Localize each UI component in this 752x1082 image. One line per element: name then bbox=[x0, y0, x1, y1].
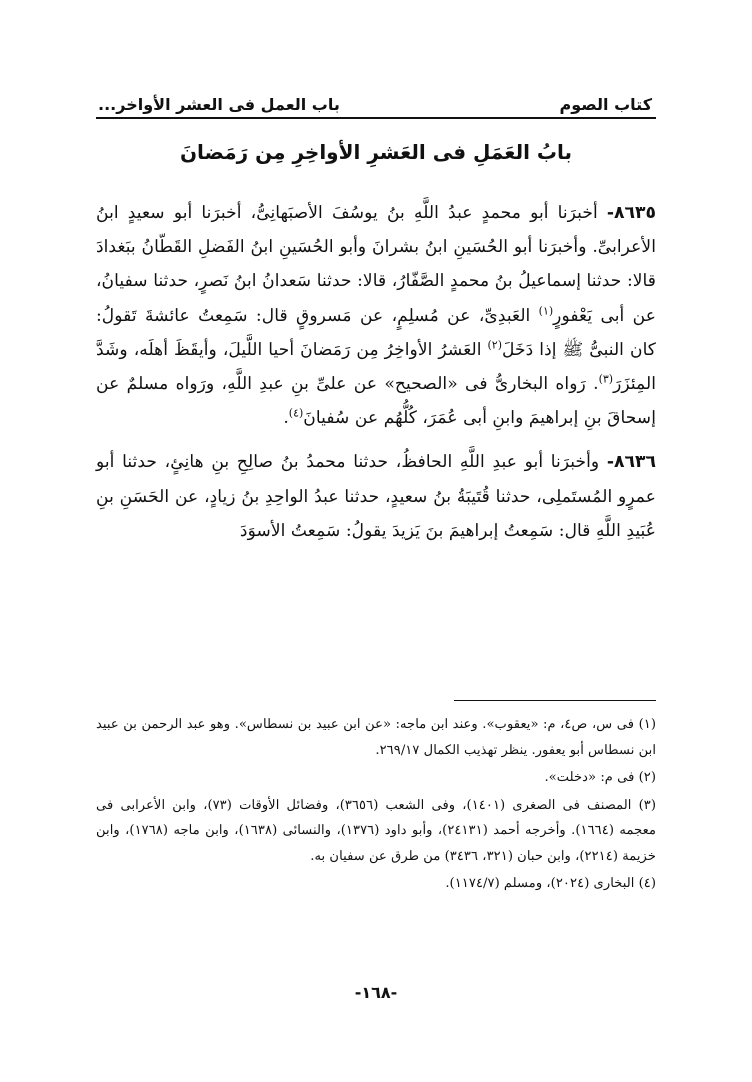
footnote: (٢) فى م: «دخلت». bbox=[544, 770, 656, 785]
hadith-number: ٨٦٣٥- bbox=[606, 203, 656, 223]
footnote-divider bbox=[454, 700, 656, 701]
hadith-text: العَشرُ الأواخِرُ مِن رَمَضانَ أحيا اللَّيلَ، وأيقَظَ أهلَه، وشَدَّ المِئزَرَ bbox=[96, 339, 656, 395]
footnote: (٤) البخارى (٢٠٢٤)، ومسلم (١١٧٤/٧). bbox=[445, 876, 656, 891]
hadith-paragraph bbox=[96, 445, 656, 548]
hadith-number: ٨٦٣٦- bbox=[606, 452, 656, 473]
footnote-ref: (٣) bbox=[598, 372, 614, 386]
footnote: (٣) المصنف فى الصغرى (١٤٠١)، وفى الشعب (٣٦٥٦)، وفضائل الأوقات (٧٣)، وابن الأعرابى فى معجمه (١٦٦٤). وأخرجه أحمد (٢٤١٣١)، وأبو داود (١٣٧٦)، والنسائى (١٦٣٨)، وابن ماجه (١٧٦٨)، وابن خزيمة (٢٢١٤)، وابن حبان (٣٢١، ٣٤٣٦) من طرق عن سفيان به. bbox=[96, 797, 657, 864]
running-head-book-title: كتاب الصوم bbox=[559, 95, 652, 114]
footnote-ref: (٤) bbox=[288, 406, 304, 420]
footnotes bbox=[96, 712, 656, 897]
main-text bbox=[96, 196, 656, 548]
hadith-paragraph bbox=[96, 196, 656, 435]
running-head bbox=[98, 80, 652, 114]
page-number: -١٦٨- bbox=[354, 983, 398, 1002]
hadith-text: وأخبرَنا أبو عبدِ اللَّهِ الحافظُ، حدثنا محمدُ بنُ صالِحِ بنِ هانِئٍ، حدثنا أبو عمرٍو المُستَملِى، حدثنا قُتَيبَةُ بنُ سعيدٍ، حدثنا عبدُ الواحِدِ بنُ زيادٍ، عن الحَسَنِ بنِ عُبَيدِ اللَّهِ قال: سَمِعتُ إبراهيمَ بنَ يَزيدَ يقولُ: سَمِعتُ الأسوَدَ bbox=[96, 452, 656, 541]
chapter-title: بابُ العَمَلِ فى العَشرِ الأواخِرِ مِن رَمَضانَ bbox=[179, 140, 573, 164]
hadith-text: أخبرَنا أبو محمدٍ عبدُ اللَّهِ بنُ يوسُفَ الأصبَهانِىُّ، أخبرَنا أبو سعيدٍ ابنُ الأعرابىِّ. وأخبرَنا أبو الحُسَينِ ابنُ بشرانَ وأبو الحُسَينِ ابنُ الفَضلِ القَطّانُ ببَغدادَ قالا: حدثنا إسماعيلُ بنُ محمدٍ الصَّفّارُ، قالا: حدثنا سَعدانُ ابنُ نَصرٍ، حدثنا سفيانُ، عن أبى يَعْفورٍ bbox=[96, 203, 656, 326]
footnote: (١) فى س، ص٤، م: «يعقوب». وعند ابن ماجه: «عن ابن عبيد بن نسطاس». وهو عبد الرحمن بن عبيد ابن نسطاس أبو يعفور. ينظر تهذيب الكمال ٢٦٩/١٧. bbox=[96, 717, 656, 758]
footnote-ref: (١) bbox=[538, 303, 554, 317]
hadith-text: . رَواه البخارىُّ فى «الصحيح» عن علىِّ بنِ عبدِ اللَّهِ، ورَواه مسلمٌ عن إسحاقَ بنِ إبراهيمَ وابنِ أبى عُمَرَ، كُلُّهُم عن سُفيانَ bbox=[96, 374, 656, 429]
hadith-text: . bbox=[283, 408, 289, 429]
running-head-chapter-title: باب العمل فى العشر الأواخر... bbox=[98, 95, 340, 114]
header-divider bbox=[96, 117, 656, 119]
footnote-ref: (٢) bbox=[487, 338, 503, 352]
hadith-text: العَبدِىِّ، عن مُسلِمٍ، عن مَسروقٍ قال: سَمِعتُ عائشةَ تَقولُ: كان النبىُّ ﷺ إذا دَخَلَ bbox=[96, 305, 656, 360]
